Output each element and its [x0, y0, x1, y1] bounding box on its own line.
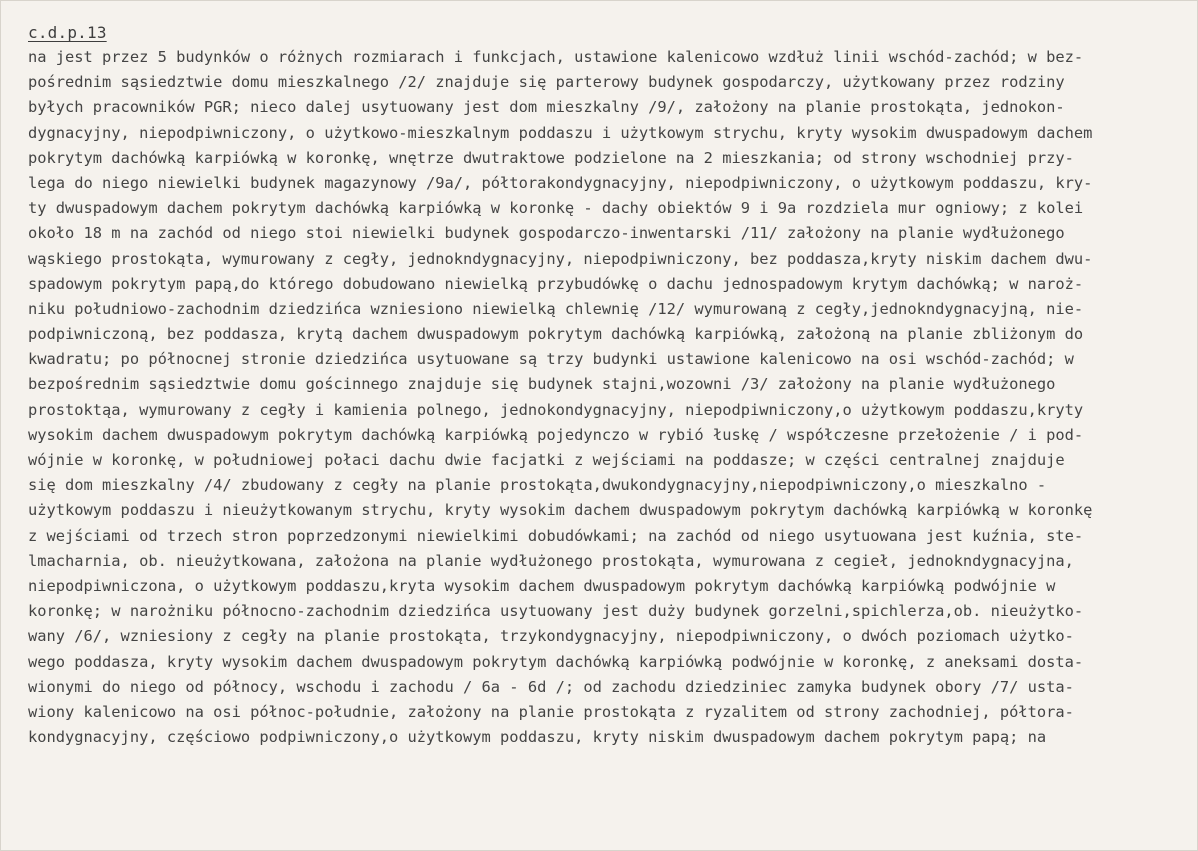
text-line: dygnacyjny, niepodpiwniczony, o użytkowo-mieszkalnym poddaszu i użytkowym strychu, kryty wysokim dwuspadowym dachem — [28, 123, 1093, 142]
text-line: z wejściami od trzech stron poprzedzonymi niewielkimi dobudówkami; na zachód od niego usytuowana jest kuźnia, ste- — [28, 526, 1084, 545]
text-line: wany /6/, wzniesiony z cegły na planie prostokąta, trzykondygnacyjny, niepodpiwniczony, o dwóch poziomach użytko- — [28, 627, 1074, 646]
text-line: wąskiego prostokąta, wymurowany z cegły, jednokndygnacyjny, niepodpiwniczony, bez poddasza,kryty niskim dachem dwu- — [28, 249, 1093, 268]
text-line: wego poddasza, kryty wysokim dachem dwuspadowym pokrytym dachówką karpiówką podwójnie w koronkę, z aneksami dosta- — [28, 652, 1084, 671]
text-line: niku południowo-zachodnim dziedzińca wzniesiono niewielką chlewnię /12/ wymurowaną z cegły,jednokndygnacyjną, nie- — [28, 299, 1084, 318]
page-header: c.d.p.13 — [28, 23, 107, 42]
text-line: wiony kalenicowo na osi północ-południe, założony na planie prostokąta z ryzalitem od strony zachodniej, półtora- — [28, 702, 1074, 721]
text-line: niepodpiwniczona, o użytkowym poddaszu,kryta wysokim dachem dwuspadowym pokrytym dachówką karpiówką podwójnie w — [28, 576, 1056, 595]
text-line: około 18 m na zachód od niego stoi niewielki budynek gospodarczo-inwentarski /11/ założony na planie wydłużonego — [28, 224, 1065, 243]
text-line: wysokim dachem dwuspadowym pokrytym dachówką karpiówką pojedynczo w rybió łuskę / współczesne przełożenie / i pod- — [28, 425, 1084, 444]
text-line: pokrytym dachówką karpiówką w koronkę, wnętrze dwutraktowe podzielone na 2 mieszkania; od strony wschodniej przy- — [28, 148, 1074, 167]
text-line: lmacharnia, ob. nieużytkowana, założona na planie wydłużonego prostokąta, wymurowana z cegieł, jednokndygnacyjna, — [28, 551, 1074, 570]
text-line: się dom mieszkalny /4/ zbudowany z cegły na planie prostokąta,dwukondygnacyjny,niepodpiwniczony,o mieszkalno - — [28, 476, 1047, 495]
text-line: kwadratu; po północnej stronie dziedzińca usytuowane są trzy budynki ustawione kalenicowo na osi wschód-zachód; w — [28, 350, 1074, 369]
body-text — [28, 45, 1188, 750]
text-line: spadowym pokrytym papą,do którego dobudowano niewielką przybudówkę o dachu jednospadowym krytym dachówką; w naroż- — [28, 274, 1084, 293]
text-line: wionymi do niego od północy, wschodu i zachodu / 6a - 6d /; od zachodu dziedziniec zamyka budynek obory /7/ usta- — [28, 677, 1074, 696]
text-line: byłych pracowników PGR; nieco dalej usytuowany jest dom mieszkalny /9/, założony na planie prostokąta, jednokon- — [28, 98, 1065, 117]
text-line: podpiwniczoną, bez poddasza, krytą dachem dwuspadowym pokrytym dachówką karpiówką, założoną na planie zbliżonym do — [28, 325, 1084, 344]
text-line: pośrednim sąsiedztwie domu mieszkalnego /2/ znajduje się parterowy budynek gospodarczy, użytkowany przez rodziny — [28, 73, 1065, 92]
text-line: prostoktąa, wymurowany z cegły i kamienia polnego, jednokondygnacyjny, niepodpiwniczony,o użytkowym poddaszu,kryty — [28, 400, 1084, 419]
text-line: bezpośrednim sąsiedztwie domu gościnnego znajduje się budynek stajni,wozowni /3/ założony na planie wydłużonego — [28, 375, 1056, 394]
text-line: lega do niego niewielki budynek magazynowy /9a/, półtorakondygnacyjny, niepodpiwniczony, o użytkowym poddaszu, kry- — [28, 173, 1093, 192]
text-line: na jest przez 5 budynków o różnych rozmiarach i funkcjach, ustawione kalenicowo wzdłuż linii wschód-zachód; w bez- — [28, 48, 1084, 66]
text-line: koronkę; w narożniku północno-zachodnim dziedzińca usytuowany jest duży budynek gorzelni,spichlerza,ob. nieużytko- — [28, 602, 1084, 621]
text-line: wójnie w koronkę, w południowej połaci dachu dwie facjatki z wejściami na poddasze; w części centralnej znajduje — [28, 451, 1065, 469]
text-line: kondygnacyjny, częściowo podpiwniczony,o użytkowym poddaszu, kryty niskim dwuspadowym dachem pokrytym papą; na — [28, 728, 1047, 747]
text-line: ty dwuspadowym dachem pokrytym dachówką karpiówką w koronkę - dachy obiektów 9 i 9a rozdziela mur ogniowy; z kolei — [28, 199, 1084, 218]
text-line: użytkowym poddaszu i nieużytkowanym strychu, kryty wysokim dachem dwuspadowym pokrytym dachówką karpiówką w koronkę — [28, 501, 1093, 520]
